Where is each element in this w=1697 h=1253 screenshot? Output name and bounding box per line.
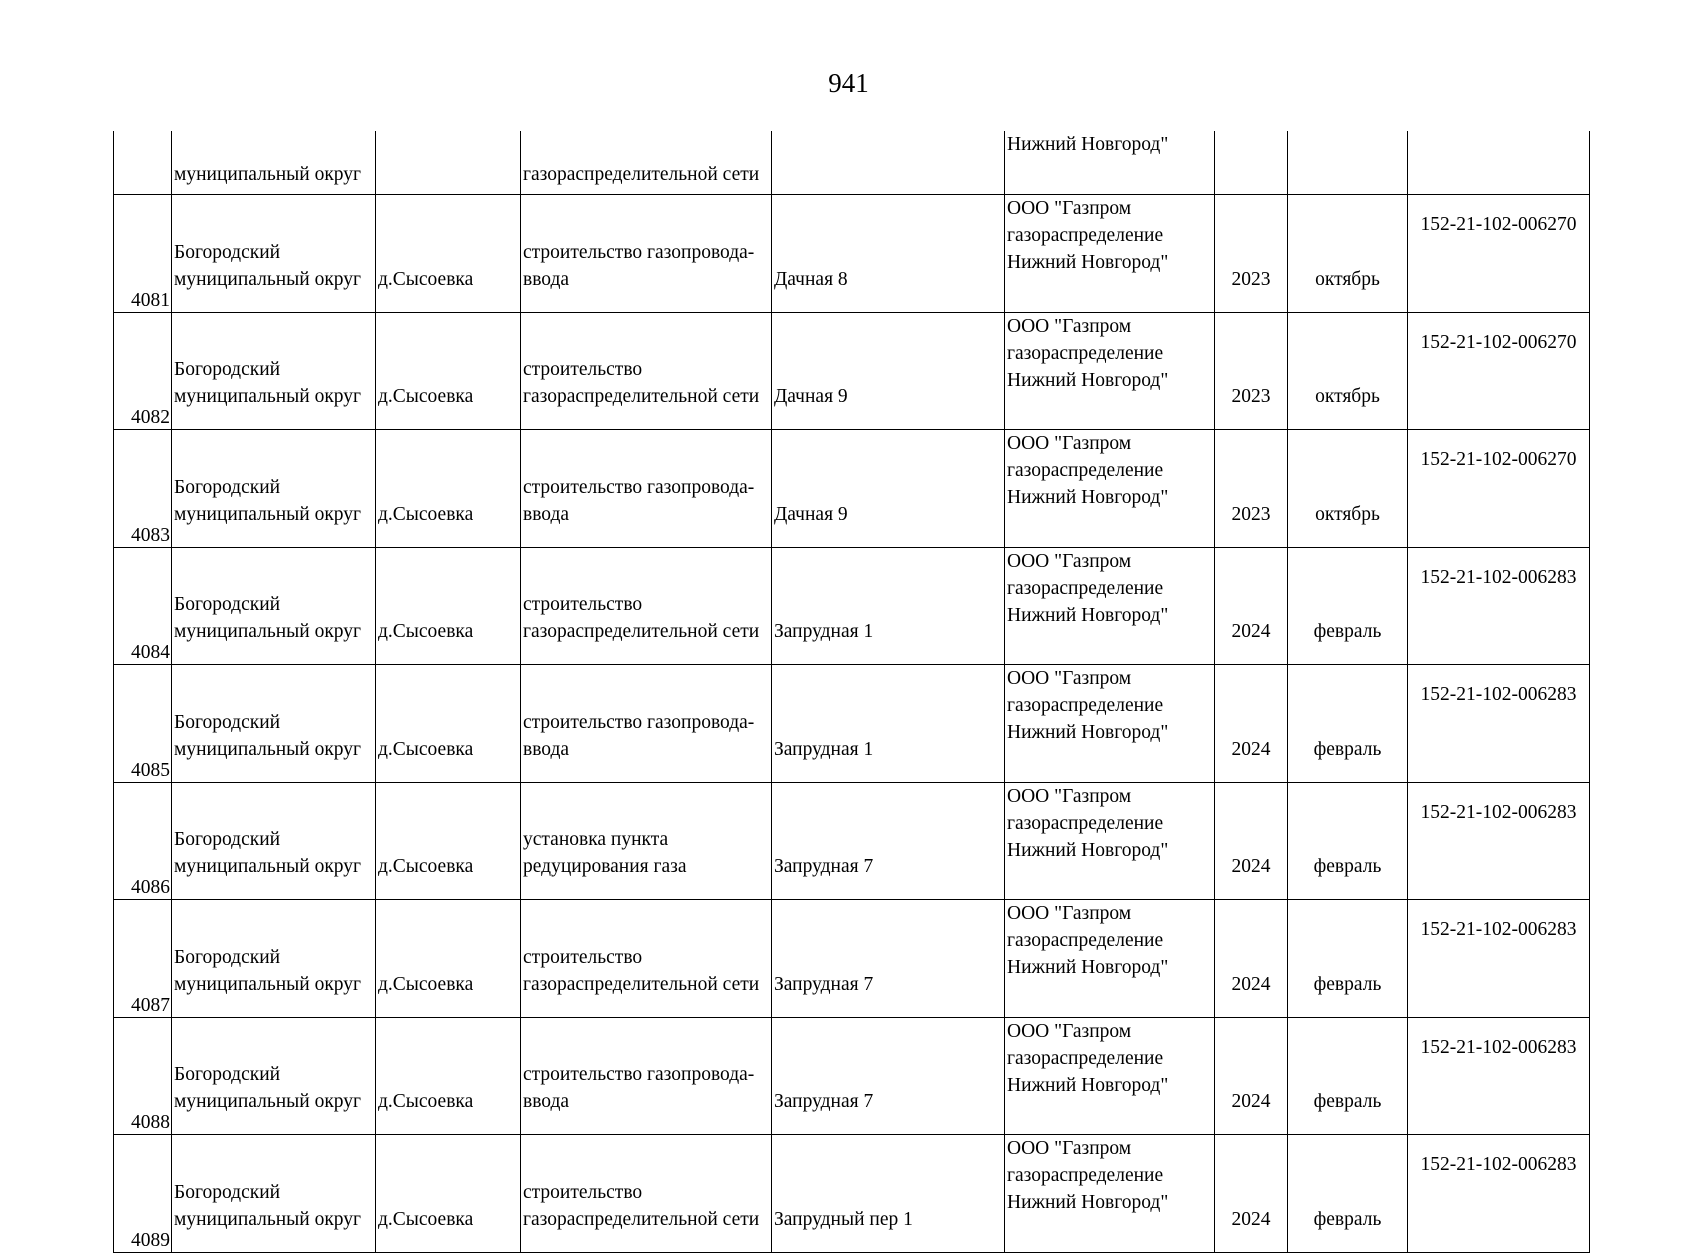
cell-month: февраль	[1288, 547, 1408, 665]
cell-code: 152-21-102-006270	[1408, 195, 1590, 313]
cell-district: Богородский муниципальный округ	[172, 1135, 376, 1253]
table-row	[114, 312, 1590, 430]
cell-year: 2024	[1215, 665, 1288, 783]
cell-code	[1408, 131, 1590, 195]
page-number: 941	[828, 68, 869, 98]
cell-district: Богородский муниципальный округ	[172, 782, 376, 900]
cell-district: Богородский муниципальный округ	[172, 430, 376, 548]
cell-settlement: д.Сысоевка	[376, 1135, 521, 1253]
cell-year: 2024	[1215, 1135, 1288, 1253]
cell-address: Запрудная 7	[772, 1017, 1005, 1135]
cell-year: 2024	[1215, 547, 1288, 665]
cell-address: Запрудная 7	[772, 782, 1005, 900]
cell-org: ООО "Газпром газораспределение Нижний Новгород"	[1005, 1135, 1215, 1253]
cell-settlement: д.Сысоевка	[376, 1017, 521, 1135]
continuation-row	[114, 131, 1590, 195]
cell-org: ООО "Газпром газораспределение Нижний Новгород"	[1005, 900, 1215, 1018]
cell-org: ООО "Газпром газораспределение Нижний Новгород"	[1005, 547, 1215, 665]
cell-num: 4087	[114, 900, 172, 1018]
cell-num	[114, 131, 172, 195]
cell-work: строительство газораспределительной сети	[521, 312, 772, 430]
cell-year: 2023	[1215, 312, 1288, 430]
cell-district: Богородский муниципальный округ	[172, 1017, 376, 1135]
cell-address: Дачная 9	[772, 430, 1005, 548]
gas-works-table	[113, 131, 1590, 1253]
cell-work: строительство газопровода- ввода	[521, 195, 772, 313]
cell-settlement: д.Сысоевка	[376, 312, 521, 430]
cell-month: октябрь	[1288, 430, 1408, 548]
cell-org: ООО "Газпром газораспределение Нижний Новгород"	[1005, 1017, 1215, 1135]
table-row	[114, 900, 1590, 1018]
cell-code: 152-21-102-006283	[1408, 1017, 1590, 1135]
cell-work: строительство газораспределительной сети	[521, 900, 772, 1018]
table-row	[114, 782, 1590, 900]
cell-num: 4088	[114, 1017, 172, 1135]
cell-year: 2023	[1215, 430, 1288, 548]
cell-settlement	[376, 131, 521, 195]
cell-num: 4082	[114, 312, 172, 430]
table-row	[114, 1017, 1590, 1135]
cell-district: Богородский муниципальный округ	[172, 900, 376, 1018]
cell-district: муниципальный округ	[172, 131, 376, 195]
cell-settlement: д.Сысоевка	[376, 665, 521, 783]
cell-month: октябрь	[1288, 312, 1408, 430]
cell-org: ООО "Газпром газораспределение Нижний Новгород"	[1005, 430, 1215, 548]
cell-address: Дачная 9	[772, 312, 1005, 430]
table-row	[114, 665, 1590, 783]
cell-work: строительство газораспределительной сети	[521, 547, 772, 665]
cell-month: февраль	[1288, 782, 1408, 900]
cell-org: ООО "Газпром газораспределение Нижний Новгород"	[1005, 782, 1215, 900]
cell-code: 152-21-102-006283	[1408, 1135, 1590, 1253]
cell-address: Запрудная 1	[772, 547, 1005, 665]
cell-num: 4085	[114, 665, 172, 783]
cell-year: 2023	[1215, 195, 1288, 313]
cell-work: строительство газопровода- ввода	[521, 1017, 772, 1135]
cell-num: 4081	[114, 195, 172, 313]
cell-num: 4083	[114, 430, 172, 548]
cell-address: Запрудная 7	[772, 900, 1005, 1018]
cell-address	[772, 131, 1005, 195]
cell-district: Богородский муниципальный округ	[172, 665, 376, 783]
cell-org: ООО "Газпром газораспределение Нижний Новгород"	[1005, 195, 1215, 313]
cell-year: 2024	[1215, 900, 1288, 1018]
cell-num: 4084	[114, 547, 172, 665]
cell-code: 152-21-102-006283	[1408, 900, 1590, 1018]
cell-district: Богородский муниципальный округ	[172, 547, 376, 665]
cell-code: 152-21-102-006283	[1408, 665, 1590, 783]
cell-month	[1288, 131, 1408, 195]
cell-work: строительство газопровода- ввода	[521, 665, 772, 783]
cell-settlement: д.Сысоевка	[376, 430, 521, 548]
cell-work: строительство газораспределительной сети	[521, 1135, 772, 1253]
cell-year: 2024	[1215, 782, 1288, 900]
cell-year	[1215, 131, 1288, 195]
cell-month: февраль	[1288, 665, 1408, 783]
cell-settlement: д.Сысоевка	[376, 782, 521, 900]
cell-district: Богородский муниципальный округ	[172, 312, 376, 430]
cell-org: ООО "Газпром газораспределение Нижний Новгород"	[1005, 312, 1215, 430]
cell-code: 152-21-102-006270	[1408, 312, 1590, 430]
cell-district: Богородский муниципальный округ	[172, 195, 376, 313]
cell-work: установка пункта редуцирования газа	[521, 782, 772, 900]
cell-org: Нижний Новгород"	[1005, 131, 1215, 195]
cell-code: 152-21-102-006283	[1408, 782, 1590, 900]
cell-month: февраль	[1288, 1017, 1408, 1135]
cell-code: 152-21-102-006283	[1408, 547, 1590, 665]
cell-address: Запрудная 1	[772, 665, 1005, 783]
cell-settlement: д.Сысоевка	[376, 547, 521, 665]
cell-work: газораспределительной сети	[521, 131, 772, 195]
cell-month: октябрь	[1288, 195, 1408, 313]
cell-work: строительство газопровода- ввода	[521, 430, 772, 548]
cell-year: 2024	[1215, 1017, 1288, 1135]
cell-num: 4089	[114, 1135, 172, 1253]
cell-address: Дачная 8	[772, 195, 1005, 313]
table-body	[114, 131, 1590, 1252]
cell-org: ООО "Газпром газораспределение Нижний Новгород"	[1005, 665, 1215, 783]
cell-address: Запрудный пер 1	[772, 1135, 1005, 1253]
cell-code: 152-21-102-006270	[1408, 430, 1590, 548]
cell-month: февраль	[1288, 1135, 1408, 1253]
table-row	[114, 1135, 1590, 1253]
table-row	[114, 430, 1590, 548]
table-row	[114, 547, 1590, 665]
cell-settlement: д.Сысоевка	[376, 195, 521, 313]
cell-month: февраль	[1288, 900, 1408, 1018]
table-row	[114, 195, 1590, 313]
cell-num: 4086	[114, 782, 172, 900]
cell-settlement: д.Сысоевка	[376, 900, 521, 1018]
